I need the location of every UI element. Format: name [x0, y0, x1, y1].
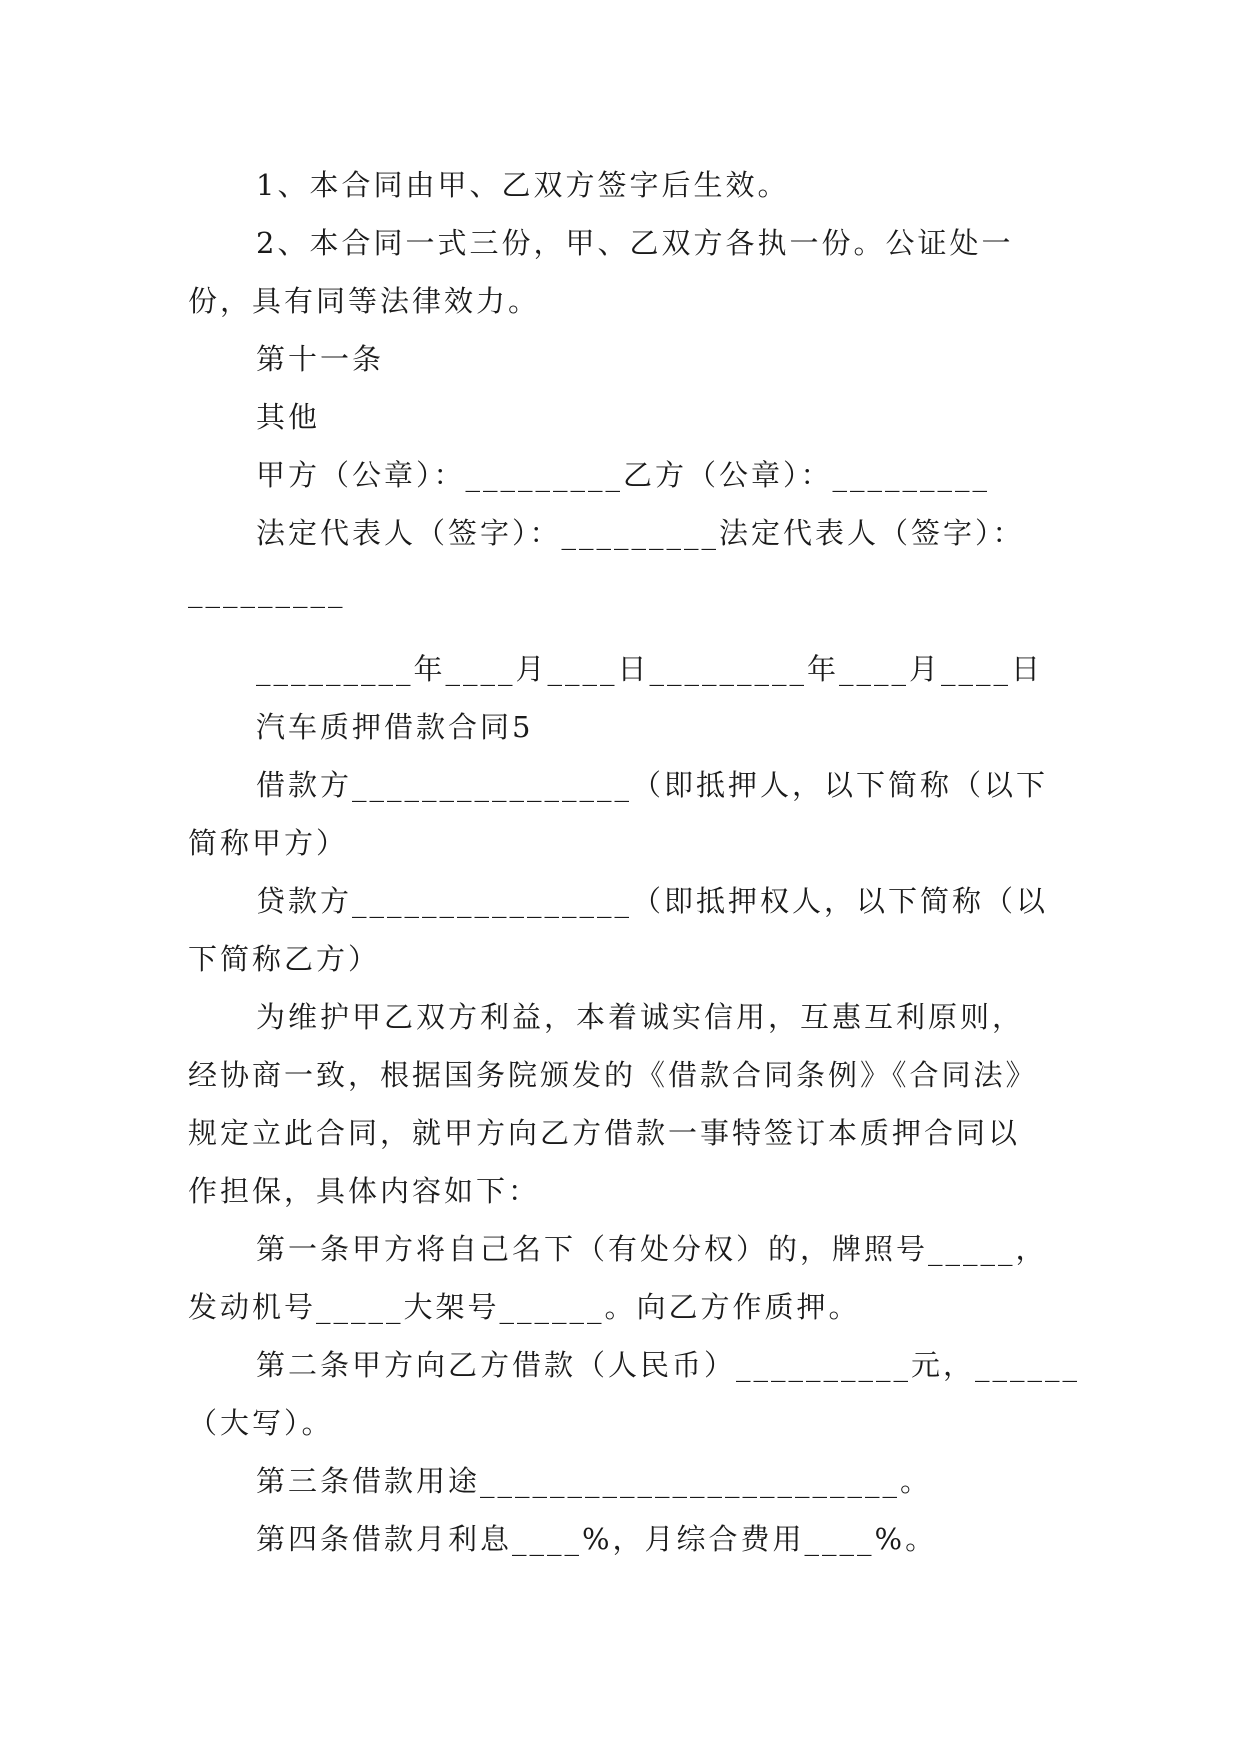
article-one-line-1: 第一条甲方将自己名下（有处分权）的，牌照号_____， [256, 1232, 1048, 1266]
preamble-line-4: 作担保，具体内容如下： [188, 1174, 541, 1208]
lender-line: 贷款方________________（即抵押权人，以下简称（以 [256, 884, 1049, 918]
clause-effective: 1、本合同由甲、乙双方签字后生效。 [256, 168, 790, 202]
representative-blank: _________ [188, 574, 346, 608]
article-eleven-title: 其他 [256, 400, 321, 434]
borrower-line-cont: 简称甲方） [188, 826, 349, 860]
preamble-line-1: 为维护甲乙双方利益，本着诚实信用，互惠互利原则， [256, 1000, 1025, 1034]
lender-line-cont: 下简称乙方） [188, 942, 381, 976]
article-three: 第三条借款用途________________________。 [256, 1464, 933, 1498]
document-body [188, 156, 1081, 1568]
article-two-line-1: 第二条甲方向乙方借款（人民币）__________元，______ [256, 1348, 1081, 1382]
date-line: _________年____月____日_________年____月____日 [256, 652, 1044, 686]
article-four: 第四条借款月利息____%，月综合费用____%。 [256, 1522, 938, 1556]
preamble-line-2: 经协商一致，根据国务院颁发的《借款合同条例》《合同法》 [188, 1058, 1038, 1092]
article-eleven-heading: 第十一条 [256, 342, 385, 376]
preamble-line-3: 规定立此合同，就甲方向乙方借款一事特签订本质押合同以 [188, 1116, 1021, 1150]
contract-title: 汽车质押借款合同5 [256, 710, 534, 744]
article-two-line-2: （大写）。 [188, 1406, 334, 1440]
clause-copies: 2、本合同一式三份，甲、乙双方各执一份。公证处一 [256, 226, 1014, 260]
representative-line: 法定代表人（签字）：_________法定代表人（签字）： [256, 516, 1025, 550]
borrower-line: 借款方________________（即抵押人，以下简称（以下 [256, 768, 1049, 802]
article-one-line-2: 发动机号_____大架号______。向乙方作质押。 [188, 1290, 861, 1324]
seal-line: 甲方（公章）：_________乙方（公章）：_________ [256, 458, 991, 492]
clause-copies-cont: 份，具有同等法律效力。 [188, 284, 541, 318]
